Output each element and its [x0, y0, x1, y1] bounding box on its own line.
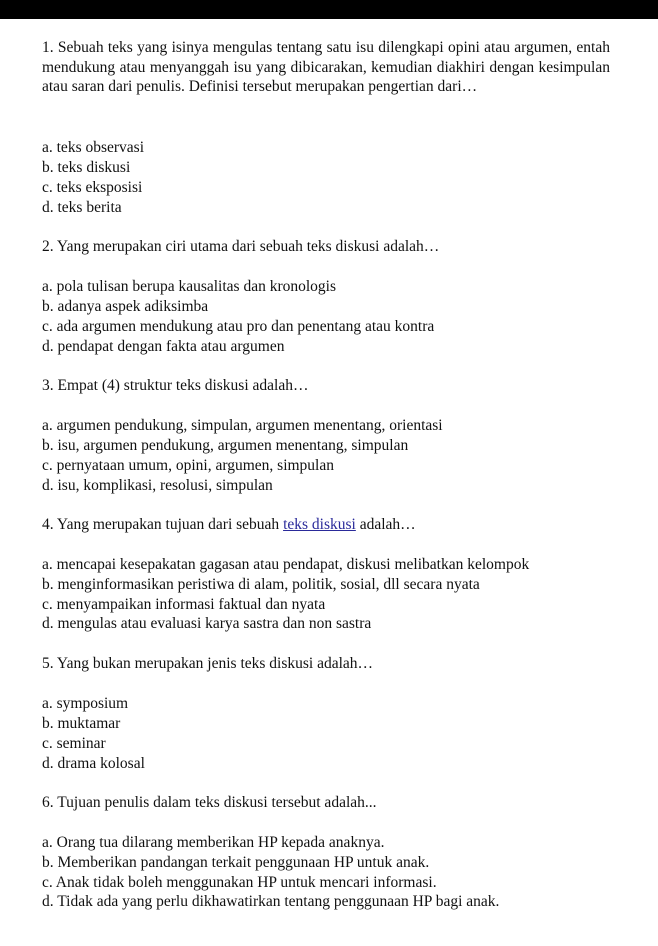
question-3-option-b: b. isu, argumen pendukung, argumen menentang, simpulan — [42, 437, 409, 454]
question-2-option-b: b. adanya aspek adiksimba — [42, 298, 209, 315]
question-4-option-b: b. menginformasikan peristiwa di alam, politik, sosial, dll secara nyata — [42, 576, 480, 593]
question-2-option-d: d. pendapat dengan fakta atau argumen — [42, 338, 285, 355]
question-1-option-b: b. teks diskusi — [42, 159, 131, 176]
teks-diskusi-link[interactable]: teks diskusi — [283, 516, 356, 533]
question-5-option-d: d. drama kolosal — [42, 755, 145, 772]
question-4-option-c: c. menyampaikan informasi faktual dan nyata — [42, 596, 326, 613]
question-3-option-a: a. argumen pendukung, simpulan, argumen menentang, orientasi — [42, 417, 443, 434]
question-4-text — [42, 515, 416, 535]
question-6-option-a: a. Orang tua dilarang memberikan HP kepada anaknya. — [42, 834, 385, 851]
question-1-option-a: a. teks observasi — [42, 139, 145, 156]
question-1-option-c: c. teks eksposisi — [42, 179, 143, 196]
question-5-text: 5. Yang bukan merupakan jenis teks diskusi adalah… — [42, 655, 374, 672]
question-5-option-a: a. symposium — [42, 695, 129, 712]
question-5-option-c: c. seminar — [42, 735, 106, 752]
question-4-option-d: d. mengulas atau evaluasi karya sastra dan non sastra — [42, 615, 372, 632]
question-4-text-after: adalah… — [355, 516, 416, 533]
question-3-option-d: d. isu, komplikasi, resolusi, simpulan — [42, 477, 273, 494]
question-2-text: 2. Yang merupakan ciri utama dari sebuah teks diskusi adalah… — [42, 238, 440, 255]
question-4-text-before: 4. Yang merupakan tujuan dari sebuah — [42, 516, 284, 533]
question-3-text: 3. Empat (4) struktur teks diskusi adalah… — [42, 377, 309, 394]
question-2-option-c: c. ada argumen mendukung atau pro dan penentang atau kontra — [42, 318, 435, 335]
question-6-option-d: d. Tidak ada yang perlu dikhawatirkan tentang penggunaan HP bagi anak. — [42, 893, 500, 910]
question-6-text: 6. Tujuan penulis dalam teks diskusi tersebut adalah... — [42, 794, 377, 811]
question-2-option-a: a. pola tulisan berupa kausalitas dan kronologis — [42, 278, 337, 295]
question-6-option-b: b. Memberikan pandangan terkait penggunaan HP untuk anak. — [42, 854, 430, 871]
question-5-option-b: b. muktamar — [42, 715, 121, 732]
question-4-option-a: a. mencapai kesepakatan gagasan atau pendapat, diskusi melibatkan kelompok — [42, 556, 530, 573]
question-1-option-d: d. teks berita — [42, 199, 122, 216]
question-3-option-c: c. pernyataan umum, opini, argumen, simpulan — [42, 457, 334, 474]
question-6-option-c: c. Anak tidak boleh menggunakan HP untuk mencari informasi. — [42, 874, 437, 891]
question-1-text: 1. Sebuah teks yang isinya mengulas tentang satu isu dilengkapi opini atau argumen, entah mendukung atau menyanggah isu yang dibicarakan, kemudian diakhiri dengan kesimpulan atau saran dari penulis. Definisi tersebut merupakan pengertian dari… — [42, 39, 610, 95]
